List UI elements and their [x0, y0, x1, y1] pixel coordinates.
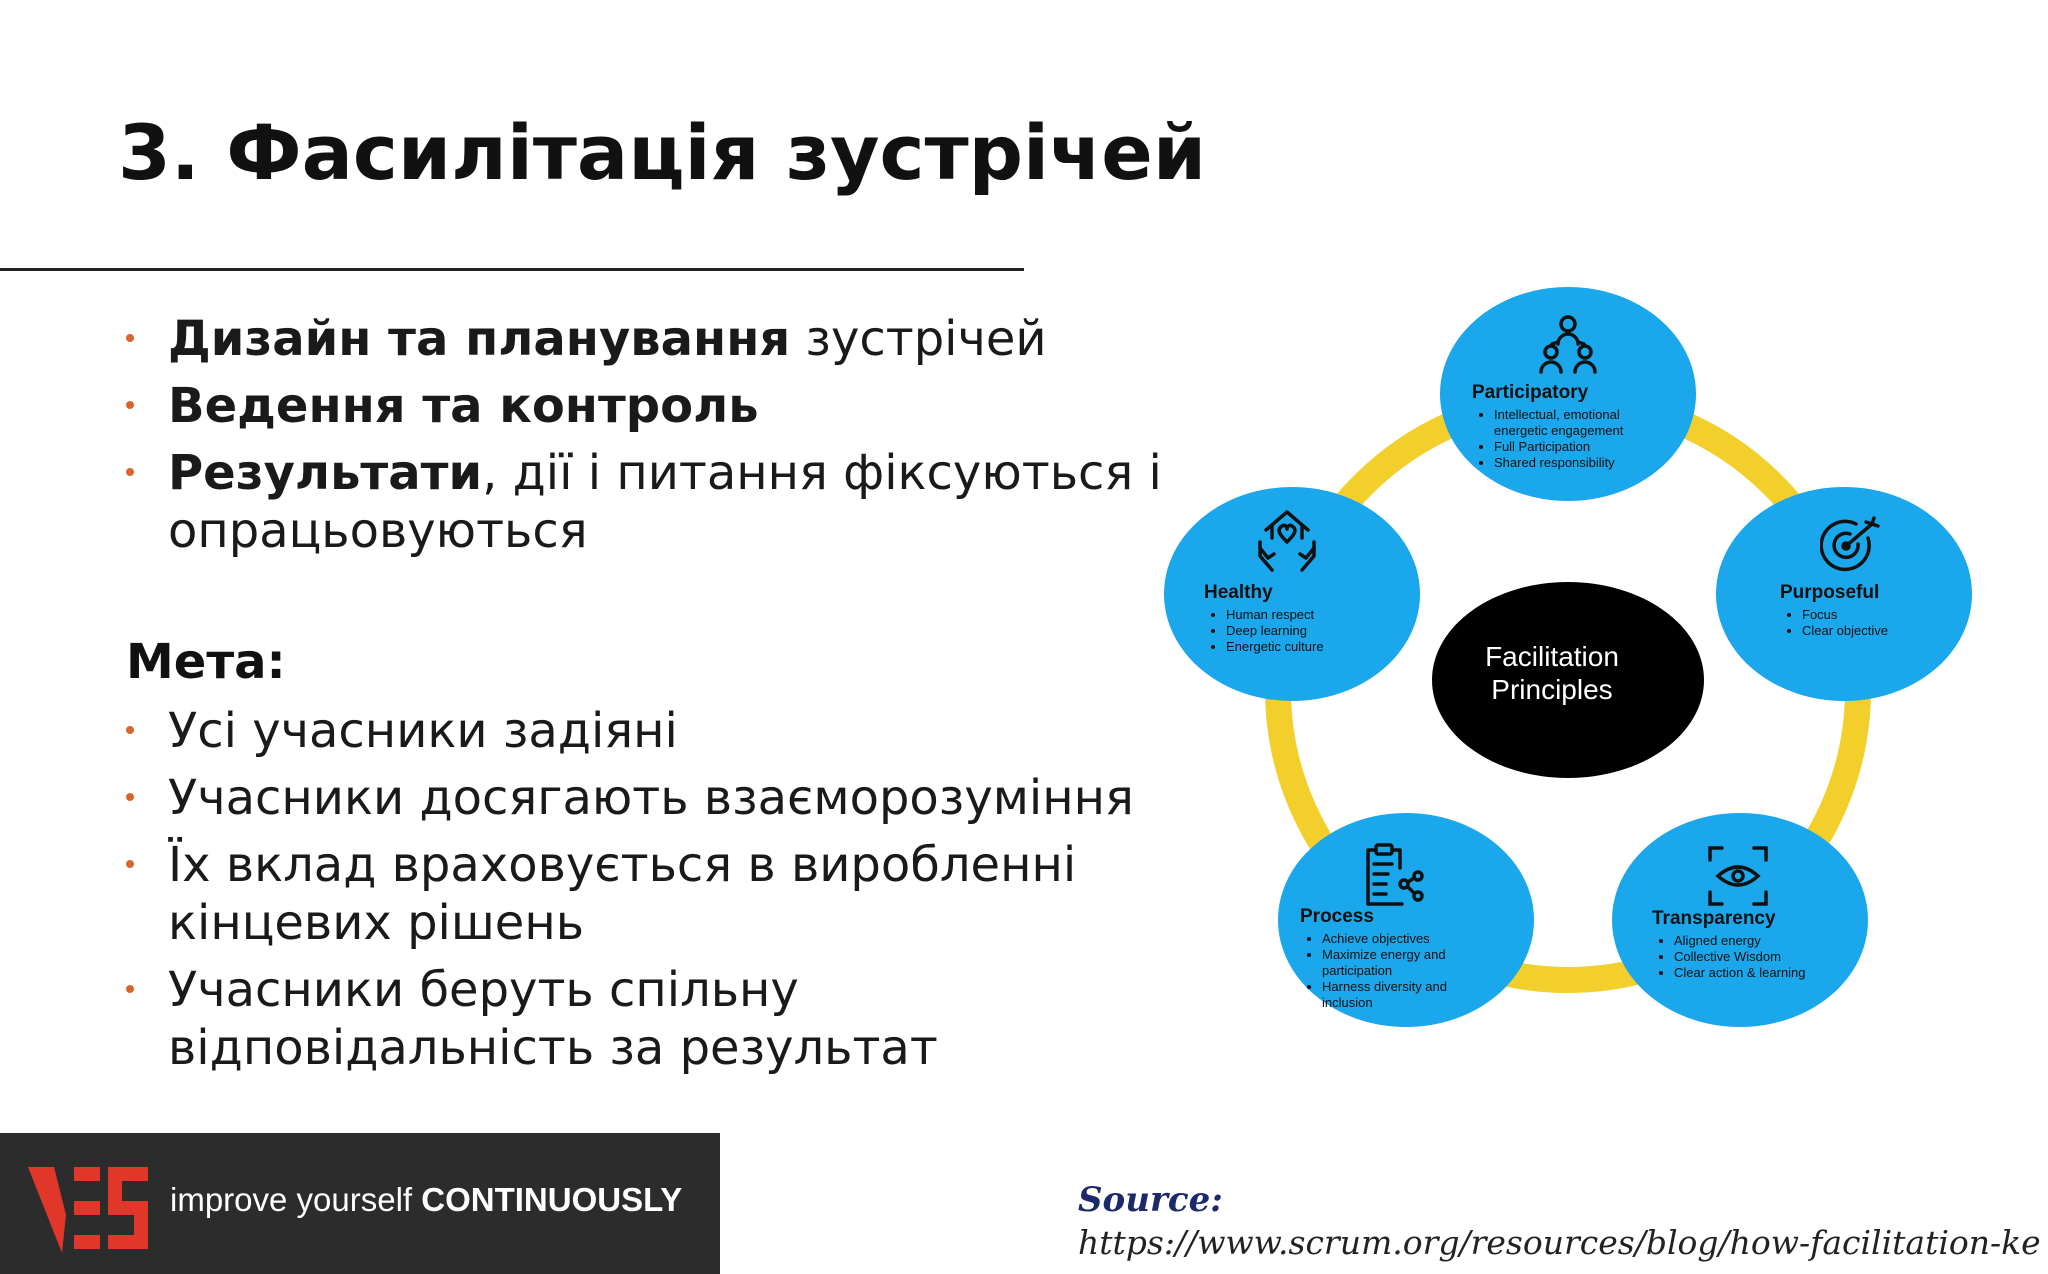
item-text: Їх вклад враховується в виробленні кінцевих рішень: [168, 837, 1077, 951]
node-point: • Aligned energy: [1674, 933, 1842, 949]
item-bold-text: Результати: [168, 445, 483, 501]
participatory-text: [1472, 382, 1672, 471]
footer-bar: [0, 1133, 720, 1274]
center-label: Facilitation Principles: [1485, 641, 1619, 705]
bullet-dot: [126, 401, 134, 409]
home-heart-hands-icon: [1254, 508, 1320, 574]
node-point: • Deep learning: [1226, 623, 1394, 639]
node-title: Process: [1300, 906, 1374, 927]
node-title: Participatory: [1472, 382, 1589, 403]
item-bold-text: Ведення та контроль: [168, 378, 759, 434]
item-text: зустрічей: [790, 311, 1047, 367]
bullet-dot: [126, 860, 134, 868]
bullet-dot: [126, 468, 134, 476]
topic-list: [126, 310, 1206, 569]
item-text: , дії і питання фіксуються і опрацьовуються: [168, 445, 1162, 559]
node-point: • Shared responsibility: [1494, 455, 1672, 471]
brand-logo: [28, 1163, 152, 1253]
node-point: • Human respect: [1226, 607, 1394, 623]
bullet-dot: [126, 793, 134, 801]
slide-title: 3. Фасилітація зустрічей: [118, 108, 1207, 197]
node-point: • Clear objective: [1802, 623, 1960, 639]
node-point: • Energetic culture: [1226, 639, 1394, 655]
footer-slogan: [170, 1181, 682, 1219]
node-title: Purposeful: [1780, 582, 1880, 603]
node-title: Transparency: [1652, 908, 1776, 929]
node-point: • Maximize energy and participation: [1322, 947, 1500, 979]
item-bold-text: Дизайн та планування: [168, 311, 791, 367]
node-point: • Achieve objectives: [1322, 931, 1500, 947]
node-point: • Full Participation: [1494, 439, 1672, 455]
list-item: [126, 769, 1206, 827]
node-point: • Clear action & learning: [1674, 965, 1842, 981]
node-point: • Intellectual, emotional energetic engagement: [1494, 407, 1672, 439]
list-item: [126, 377, 1206, 435]
target-icon: [1820, 516, 1882, 576]
item-text: Учасники досягають взаєморозуміння: [168, 770, 1134, 826]
node-title: Healthy: [1204, 582, 1273, 603]
bullet-dot: [126, 334, 134, 342]
source-link[interactable]: https://www.scrum.org/resources/blog/how-facilitation-ke: [1078, 1223, 2041, 1262]
eye-scan-icon: [1706, 844, 1770, 908]
list-item: [126, 702, 1206, 760]
list-item: [126, 444, 1206, 560]
people-icon: [1538, 314, 1598, 376]
title-divider: [0, 268, 1024, 271]
bullet-dot: [126, 985, 134, 993]
clipboard-network-icon: [1362, 842, 1426, 908]
healthy-text: [1204, 582, 1394, 655]
process-text: [1300, 906, 1500, 1011]
node-point: • Focus: [1802, 607, 1960, 623]
list-item: [126, 961, 1206, 1077]
transparency-text: [1652, 908, 1842, 981]
source-label: Source:: [1078, 1180, 1223, 1220]
node-point: • Harness diversity and inclusion: [1322, 979, 1500, 1011]
goal-heading: Мета:: [126, 634, 286, 690]
list-item: [126, 836, 1206, 952]
goal-list: [126, 702, 1206, 1086]
bullet-dot: [126, 726, 134, 734]
slogan-bold: CONTINUOUSLY: [421, 1181, 683, 1218]
list-item: [126, 310, 1206, 368]
purposeful-text: [1780, 582, 1960, 639]
slogan-light: improve yourself: [170, 1181, 422, 1218]
item-text: Усі учасники задіяні: [168, 703, 678, 759]
item-text: Учасники беруть спільну відповідальність за результат: [168, 962, 938, 1076]
facilitation-principles-diagram: [1150, 270, 1990, 1050]
node-point: • Collective Wisdom: [1674, 949, 1842, 965]
